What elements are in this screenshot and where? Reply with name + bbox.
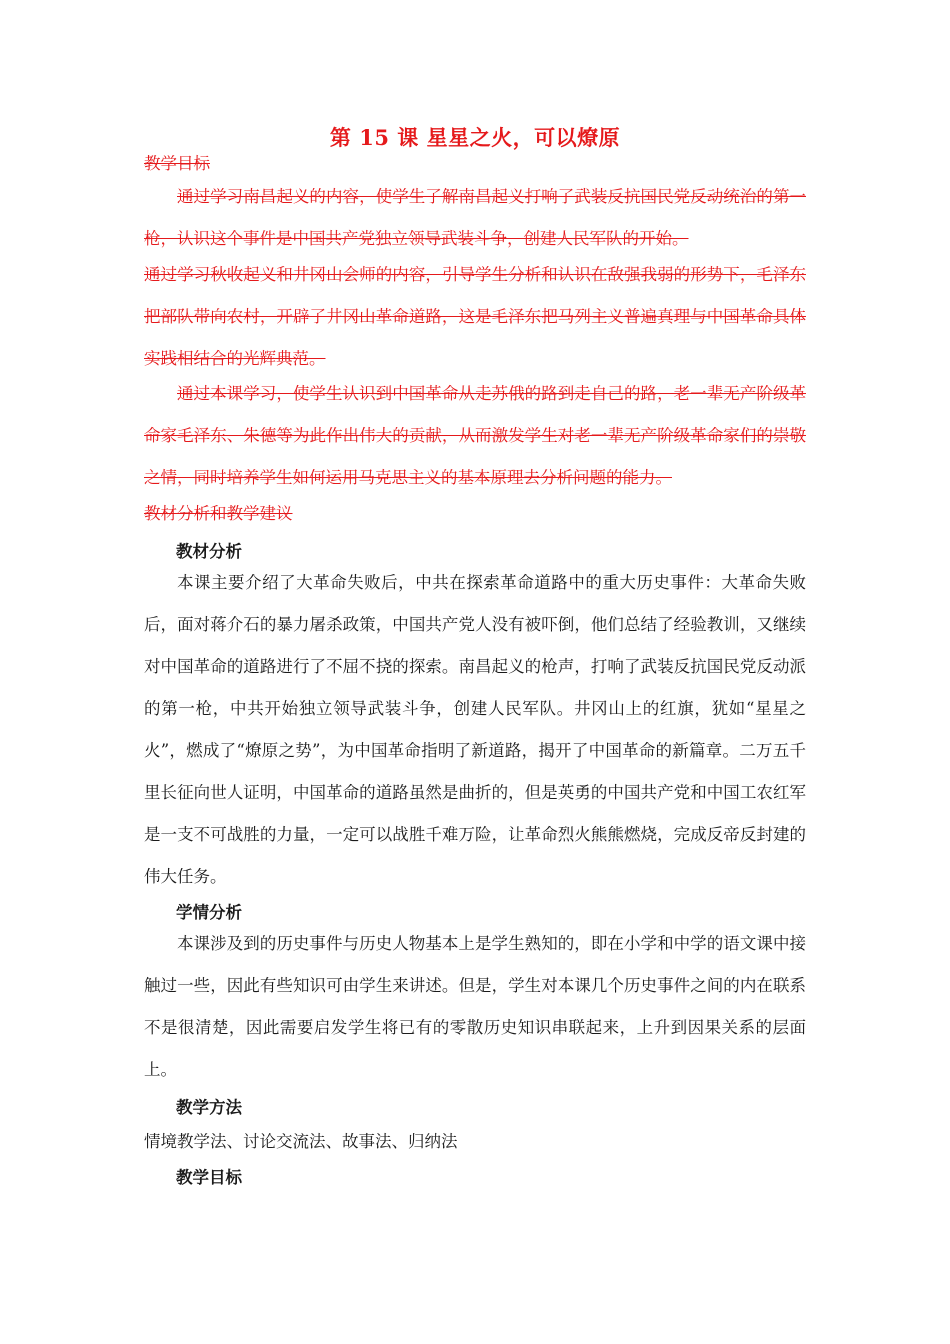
teaching-method-text: 情境教学法、讨论交流法、故事法、归纳法: [144, 1132, 458, 1151]
material-analysis-heading: 教材分析: [176, 542, 242, 561]
deleted-analysis-heading: 教材分析和教学建议: [144, 504, 293, 523]
student-analysis-heading: 学情分析: [176, 903, 242, 922]
deleted-goal-paragraph-1: [144, 176, 806, 260]
material-analysis-text: 本课主要介绍了大革命失败后，中共在探索革命道路中的重大历史事件：大革命失败后，面对蒋介石的暴力屠杀政策，中国共产党人没有被吓倒，他们总结了经验教训，又继续对中国革命的道路进行了不屈不挠的探索。南昌起义的枪声，打响了武装反抗国民党反动派的第一枪，中共开始独立领导武装斗争，创建人民军队。井冈山上的红旗，犹如“星星之火”，燃成了“燎原之势”，为中国革命指明了新道路，揭开了中国革命的新篇章。二万五千里长征向世人证明，中国革命的道路虽然是曲折的，但是英勇的中国共产党和中国工农红军是一支不可战胜的力量，一定可以战胜千难万险，让革命烈火熊熊燃烧，完成反帝反封建的伟大任务。: [144, 573, 806, 886]
lesson-title: 第 15 课 星星之火，可以燎原: [329, 125, 621, 150]
student-analysis-text: 本课涉及到的历史事件与历史人物基本上是学生熟知的，即在小学和中学的语文课中接触过一些，因此有些知识可由学生来讲述。但是，学生对本课几个历史事件之间的内在联系不是很清楚，因此需要启发学生将已有的零散历史知识串联起来，上升到因果关系的层面上。: [144, 934, 806, 1079]
deleted-goal-heading: 教学目标: [144, 154, 210, 173]
deleted-goal-p1-text: 通过学习南昌起义的内容，使学生了解南昌起义打响了武装反抗国民党反动统治的第一枪，认识这个事件是中国共产党独立领导武装斗争，创建人民军队的开始。: [144, 187, 806, 248]
deleted-goal-paragraph-3: [144, 373, 806, 499]
student-analysis-section: [144, 923, 806, 1091]
teaching-method-heading: 教学方法: [176, 1098, 242, 1117]
teaching-goal-heading: 教学目标: [176, 1168, 242, 1187]
deleted-goal-p2-text: 通过学习秋收起义和井冈山会师的内容，引导学生分析和认识在敌强我弱的形势下，毛泽东把部队带向农村，开辟了井冈山革命道路，这是毛泽东把马列主义普遍真理与中国革命具体实践相结合的光辉典范。: [144, 265, 806, 368]
material-analysis-section: [144, 562, 806, 898]
deleted-goal-p3-text: 通过本课学习，使学生认识到中国革命从走苏俄的路到走自己的路，老一辈无产阶级革命家毛泽东、朱德等为此作出伟大的贡献，从而激发学生对老一辈无产阶级革命家们的崇敬之情，同时培养学生如何运用马克思主义的基本原理去分析问题的能力。: [144, 384, 806, 487]
deleted-goal-paragraph-2: [144, 254, 806, 380]
